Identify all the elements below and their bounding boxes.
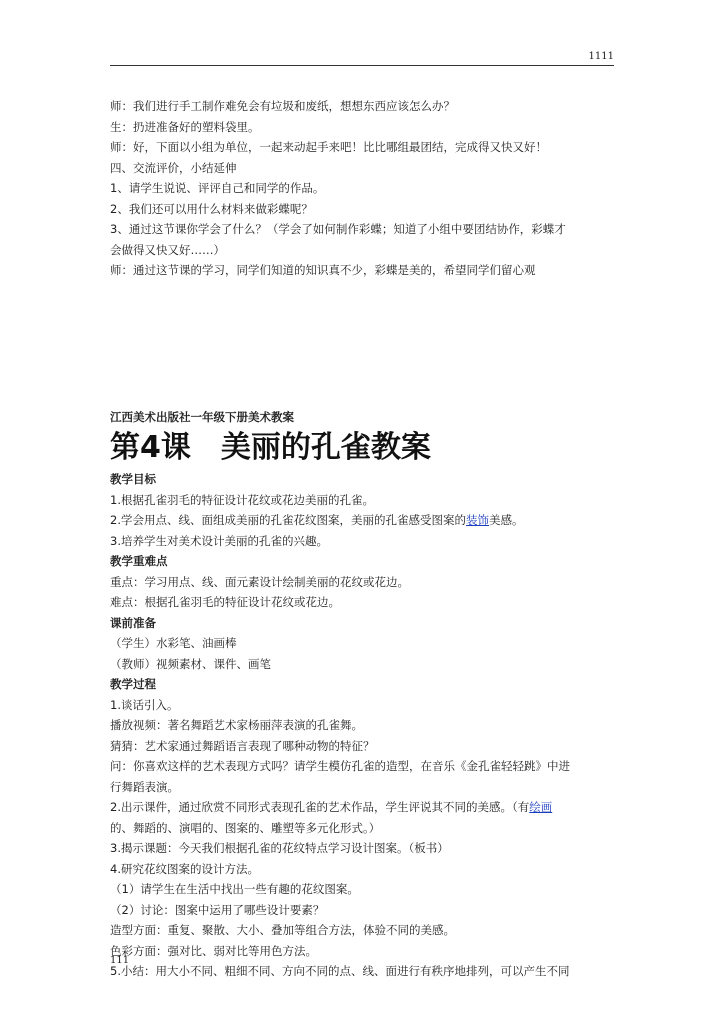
goal-text: 美感。 xyxy=(488,513,524,527)
process-line: 的、舞蹈的、演唱的、图案的、雕塑等多元化形式。） xyxy=(110,820,381,835)
key-point-item: 难点：根据孔雀羽毛的特征设计花纹或花边。 xyxy=(110,595,340,609)
text-line: 2、我们还可以用什么材料来做彩蝶呢？ xyxy=(110,201,313,216)
decoration-link[interactable]: 装饰 xyxy=(465,513,489,527)
text-line: 师：好，下面以小组为单位，一起来动起手来吧！比比哪组最团结，完成得又快又好！ xyxy=(110,140,547,154)
goals-heading: 教学目标 xyxy=(110,472,156,486)
process-line: 3.揭示课题：今天我们根据孔雀的花纹特点学习设计图案。（板书） xyxy=(110,841,449,855)
key-point-item: 重点：学习用点、线、面元素设计绘制美丽的花纹或花边。 xyxy=(110,574,409,589)
process-line: 1.谈话引入。 xyxy=(110,697,179,712)
process-line: 色彩方面：强对比、弱对比等用色方法。 xyxy=(110,943,317,958)
text-line: 3、通过这节课你学会了什么？（学会了如何制作彩蝶；知道了小组中要团结协作，彩蝶才 xyxy=(110,222,566,236)
header-rule xyxy=(110,65,614,66)
process-heading: 教学过程 xyxy=(110,677,156,691)
process-line: （1）请学生在生活中找出一些有趣的花纹图案。 xyxy=(110,882,359,896)
text-line: 四、交流评价，小结延伸 xyxy=(110,160,237,175)
goal-item: 3.培养学生对美术设计美丽的孔雀的兴趣。 xyxy=(110,533,328,548)
header-page-number: 1111 xyxy=(588,51,614,62)
text-line: 师：我们进行手工制作难免会有垃圾和废纸，想想东西应该怎么办？ xyxy=(110,99,455,113)
text-line: 师：通过这节课的学习，同学们知道的知识真不少，彩蝶是美的，希望同学们留心观 xyxy=(110,263,536,277)
document-body xyxy=(110,96,620,982)
text-line: 生：扔进准备好的塑料袋里。 xyxy=(110,119,260,134)
process-line: 5.小结：用大小不同、粗细不同、方向不同的点、线、面进行有秩序地排列，可以产生不同 xyxy=(110,964,570,978)
text-line: 会做得又快又好……） xyxy=(110,242,225,257)
process-line: 造型方面：重复、聚散、大小、叠加等组合方法，体验不同的美感。 xyxy=(110,923,455,937)
process-line: 行舞蹈表演。 xyxy=(110,779,179,794)
publisher-line: 江西美术出版社一年级下册美术教案 xyxy=(110,409,294,424)
blank-space xyxy=(110,281,620,401)
process-line xyxy=(110,797,620,818)
preparation-item: （学生）水彩笔、油画棒 xyxy=(110,636,237,650)
lesson-title: 第4课 美丽的孔雀教案 xyxy=(110,430,431,465)
process-line: 播放视频：著名舞蹈艺术家杨丽萍表演的孔雀舞。 xyxy=(110,718,363,732)
preparation-item: （教师）视频素材、课件、画笔 xyxy=(110,656,271,671)
goal-item xyxy=(110,510,620,531)
painting-link[interactable]: 绘画 xyxy=(529,800,553,814)
process-text: 2.出示课件，通过欣赏不同形式表现孔雀的艺术作品，学生评说其不同的美感。（有 xyxy=(110,800,530,814)
footer-page-number: 111 xyxy=(110,955,130,966)
text-line: 1、请学生说说、评评自己和同学的作品。 xyxy=(110,181,325,195)
process-line: 4.研究花纹图案的设计方法。 xyxy=(110,861,259,876)
process-line: （2）讨论：图案中运用了哪些设计要素？ xyxy=(110,902,325,917)
process-line: 问：你喜欢这样的艺术表现方式吗？请学生模仿孔雀的造型，在音乐《金孔雀轻轻跳》中进 xyxy=(110,759,570,773)
process-line: 猜猜：艺术家通过舞蹈语言表现了哪种动物的特征？ xyxy=(110,738,375,753)
preparation-heading: 课前准备 xyxy=(110,615,156,630)
goal-item: 1.根据孔雀羽毛的特征设计花纹或花边美丽的孔雀。 xyxy=(110,492,374,507)
key-points-heading: 教学重难点 xyxy=(110,554,168,568)
goal-text: 2.学会用点、线、面组成美丽的孔雀花纹图案，美丽的孔雀感受图案的 xyxy=(110,513,466,527)
